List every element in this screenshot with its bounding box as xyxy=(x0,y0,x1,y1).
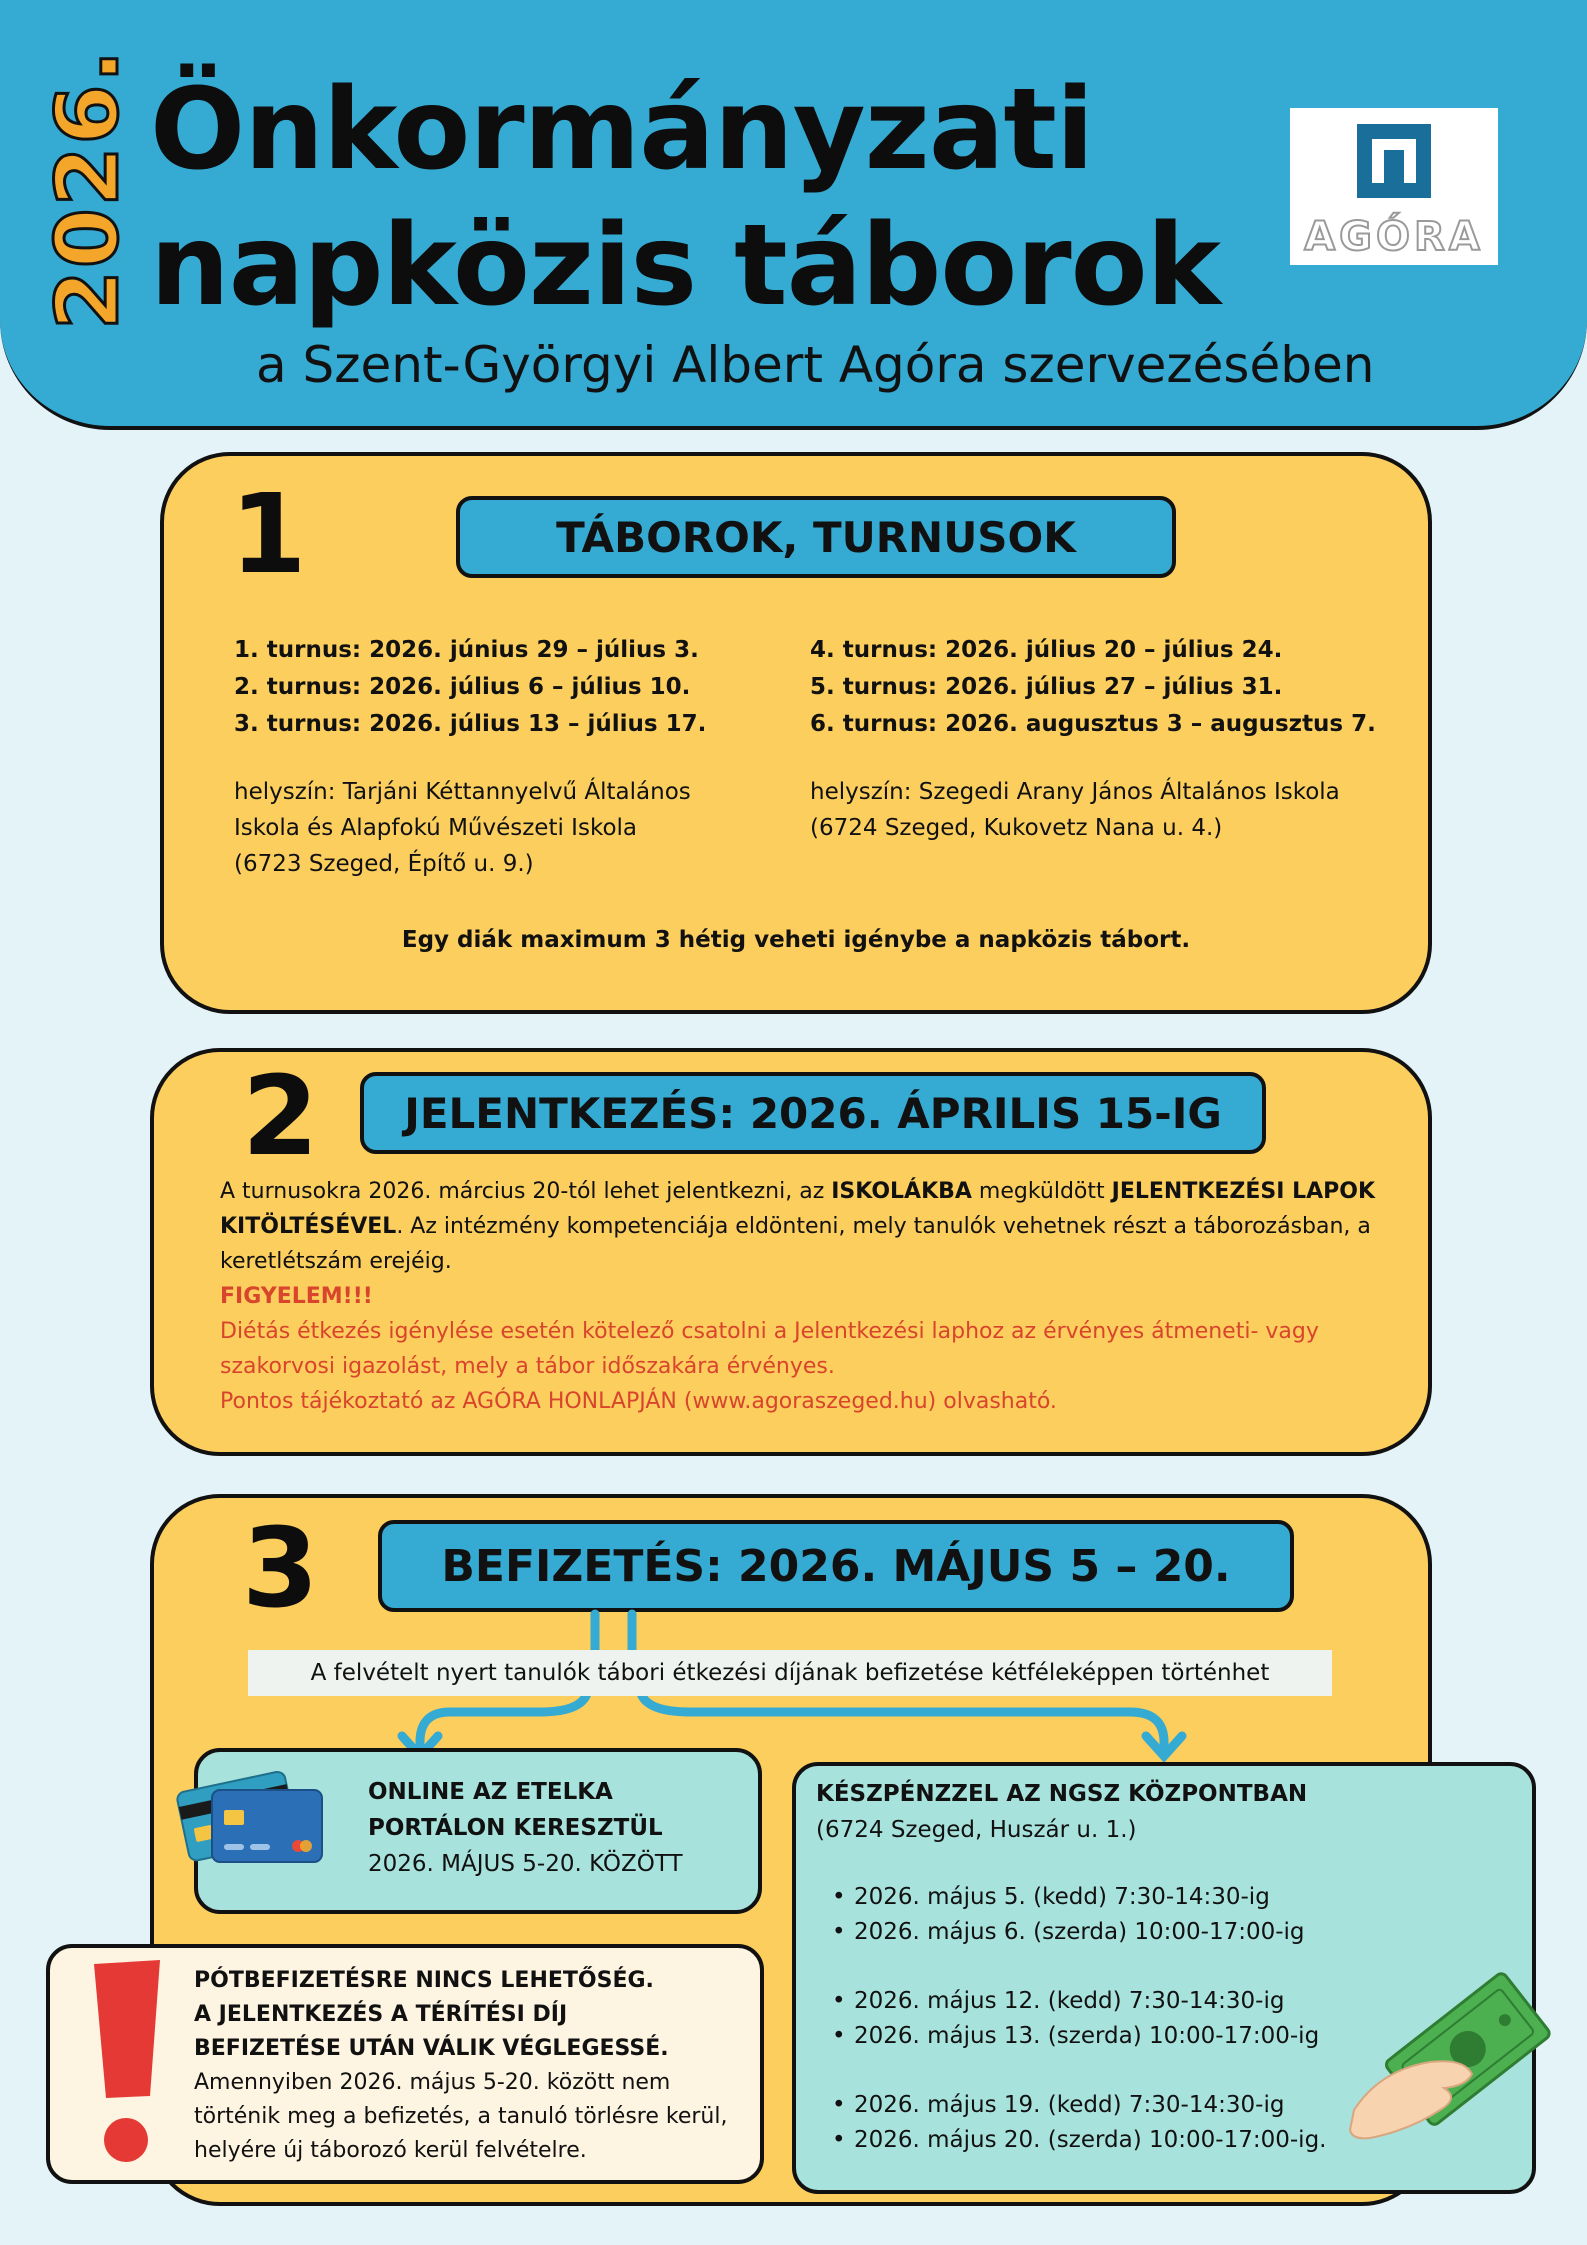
location-right-line: helyszín: Szegedi Arany János Általános Iskola xyxy=(810,779,1340,805)
cash-slot: • 2026. május 19. (kedd) 7:30-14:30-ig xyxy=(832,2088,1492,2123)
section-heading: TÁBOROK, TURNUSOK xyxy=(456,496,1176,578)
section-heading: JELENTKEZÉS: 2026. ÁPRILIS 15-IG xyxy=(360,1072,1266,1154)
reg-text: . Az intézmény kompetenciája eldönteni, mely tanulók vehetnek részt a táborozásban, a keretlétszám erejéig. xyxy=(220,1214,1371,1274)
page-subtitle: a Szent-Györgyi Albert Agóra szervezésében xyxy=(256,336,1375,394)
turn-2: 2. turnus: 2026. július 6 – július 10. xyxy=(234,674,691,700)
warning-line-2: A JELENTKEZÉS A TÉRÍTÉSI DÍJ xyxy=(194,2002,568,2027)
location-right-line: (6724 Szeged, Kukovetz Nana u. 4.) xyxy=(810,815,1223,841)
registration-text xyxy=(220,1174,1390,1419)
cash-address: (6724 Szeged, Huszár u. 1.) xyxy=(816,1817,1137,1843)
cash-slot: • 2026. május 5. (kedd) 7:30-14:30-ig xyxy=(832,1880,1492,1915)
reg-text-bold: JELENTKEZÉSI LAPOK KITÖLTÉSÉVEL xyxy=(220,1179,1375,1239)
warning-line-3: BEFIZETÉSE UTÁN VÁLIK VÉGLEGESSÉ. xyxy=(194,2036,669,2061)
turns-left xyxy=(234,632,794,743)
warning-line-1: PÓTBEFIZETÉSRE NINCS LEHETŐSÉG. xyxy=(194,1968,654,1993)
cash-slot: • 2026. május 13. (szerda) 10:00-17:00-ig xyxy=(832,2019,1492,2054)
turn-3: 3. turnus: 2026. július 13 – július 17. xyxy=(234,711,707,737)
location-left xyxy=(234,774,794,882)
reg-text: A turnusokra 2026. március 20-tól lehet jelentkezni, az xyxy=(220,1179,832,1204)
cash-slot: • 2026. május 12. (kedd) 7:30-14:30-ig xyxy=(832,1984,1492,2019)
limit-note: Egy diák maximum 3 hétig veheti igénybe a napközis tábort. xyxy=(401,927,1191,953)
cash-title: KÉSZPÉNZZEL AZ NGSZ KÖZPONTBAN xyxy=(816,1781,1308,1807)
exclamation-icon xyxy=(80,1954,170,2174)
cash-slot: • 2026. május 20. (szerda) 10:00-17:00-ig. xyxy=(832,2123,1492,2158)
location-left-line: Iskola és Alapfokú Művészeti Iskola xyxy=(234,815,637,841)
agora-logo xyxy=(1290,108,1498,265)
page-title xyxy=(150,62,1220,334)
reg-text: megküldött xyxy=(971,1179,1112,1204)
agora-logo-mark-icon xyxy=(1357,124,1431,198)
agora-logo-text: AGÓRA xyxy=(1304,214,1484,260)
section-heading: BEFIZETÉS: 2026. MÁJUS 5 – 20. xyxy=(378,1520,1294,1612)
turn-6: 6. turnus: 2026. augusztus 3 – augusztus 7. xyxy=(810,711,1376,737)
cash-payment-text xyxy=(816,1776,1516,1848)
warning-title: FIGYELEM!!! xyxy=(220,1284,373,1309)
section-number: 3 xyxy=(242,1504,319,1632)
turn-5: 5. turnus: 2026. július 27 – július 31. xyxy=(810,674,1283,700)
payment-warning-text xyxy=(194,1964,744,2168)
location-left-line: (6723 Szeged, Építő u. 9.) xyxy=(234,851,534,877)
website-info: Pontos tájékoztató az AGÓRA HONLAPJÁN (www.agoraszeged.hu) olvasható. xyxy=(220,1389,1057,1414)
online-line-2: PORTÁLON KERESZTÜL xyxy=(368,1815,663,1841)
diet-warning: Diétás étkezés igénylése esetén kötelező csatolni a Jelentkezési laphoz az érvényes átmeneti- vagy szakorvosi igazolást, mely a tábor időszakára érvényes. xyxy=(220,1319,1319,1379)
section-camps xyxy=(160,452,1432,1014)
online-line-3: 2026. MÁJUS 5-20. KÖZÖTT xyxy=(368,1851,683,1877)
section-number: 1 xyxy=(230,470,307,598)
location-right xyxy=(810,774,1410,846)
section-number: 2 xyxy=(242,1052,319,1180)
reg-text-bold: ISKOLÁKBA xyxy=(831,1179,972,1204)
online-line-1: ONLINE AZ ETELKA xyxy=(368,1779,613,1805)
turn-4: 4. turnus: 2026. július 20 – július 24. xyxy=(810,637,1283,663)
year-label: 2026. xyxy=(38,47,138,330)
cash-hand-icon xyxy=(1340,1970,1560,2170)
location-left-line: helyszín: Tarjáni Kéttannyelvű Általános xyxy=(234,779,691,805)
cash-slot: • 2026. május 6. (szerda) 10:00-17:00-ig xyxy=(832,1915,1492,1950)
title-line-1: Önkormányzati xyxy=(150,65,1094,195)
payment-banner: A felvételt nyert tanulók tábori étkezési díjának befizetése kétféleképpen történhet xyxy=(248,1650,1332,1696)
online-payment-text xyxy=(368,1774,748,1882)
turns-right xyxy=(810,632,1410,743)
title-line-2: napközis táborok xyxy=(150,201,1221,331)
header xyxy=(0,0,1587,430)
credit-cards-icon xyxy=(172,1752,332,1872)
section-registration xyxy=(150,1048,1432,1456)
warning-body: Amennyiben 2026. május 5-20. között nem történik meg a befizetés, a tanuló törlésre kerül, helyére új táborozó kerül felvételre. xyxy=(194,2070,728,2163)
turn-1: 1. turnus: 2026. június 29 – július 3. xyxy=(234,637,699,663)
